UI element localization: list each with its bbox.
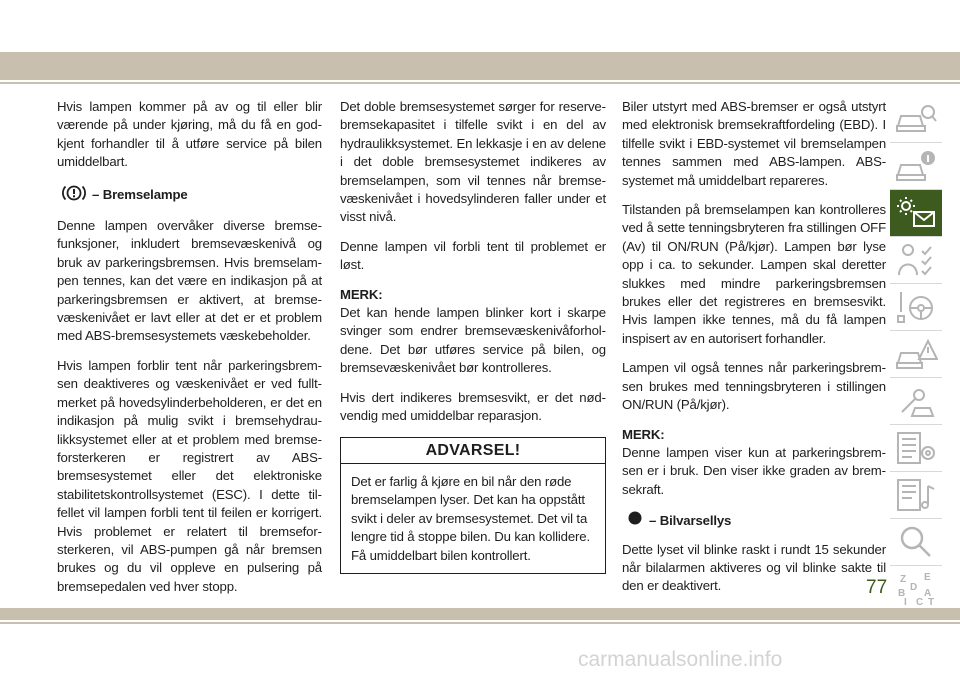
music-note-settings-icon — [894, 476, 938, 514]
warning-title: ADVARSEL! — [341, 438, 605, 464]
svg-text:Z: Z — [900, 574, 907, 585]
top-decor-line — [0, 82, 960, 84]
c3-paragraph-4: Dette lyset vil blinke raskt i rundt 15 sekunder når bilalarmen aktiveres og vil blinke sakte til den er deaktivert. — [622, 541, 886, 594]
bottom-decor-line — [0, 622, 960, 624]
column-1 — [57, 98, 322, 607]
alarm-light-icon — [627, 510, 643, 531]
tab-magnifier[interactable] — [890, 519, 942, 566]
c3-paragraph-1: Biler utstyrt med ABS-bremser er også utstyrt med elektronisk bremsekraftfordeling (EBD). I tilfelle svikt i EBD-systemet vil bremselampen tennes sammen med ABS-lampen. ABS-systemet må umiddelbart repareres. — [622, 99, 886, 188]
warning-light-mail-icon — [894, 194, 938, 232]
column-3 — [622, 98, 886, 607]
c1-paragraph-3: Hvis lampen forblir tent når parkeringsbremsen deaktiveres og væskenivået er ved fulltmerket på hovedsylinderbeholderen, er det en indikasjon på mulig svikt i bremsehydraulikksystemet eller at et problem med bremseforsterkeren er registrert av ABS-bremsesystemet eller det elektroniske stabilitetskontrollsystemet (ESC). I dette tilfellet vil lampen forbli tent til feilen er korrigert. Hvis problemet er relatert til bremseforsterkeren, vil ABS-pumpen gå når bremsen brukes og du vil oppleve en pulsering på bremsepedalen ved hver stopp. — [57, 357, 322, 594]
page-number: 77 — [866, 577, 888, 598]
tab-car-info[interactable] — [890, 143, 942, 190]
person-checklist-icon — [894, 241, 938, 279]
svg-text:T: T — [928, 597, 935, 608]
column-2 — [340, 98, 606, 574]
tab-car-search[interactable] — [890, 96, 942, 143]
chapter-tabs — [890, 96, 942, 613]
tab-car-hazard[interactable] — [890, 331, 942, 378]
svg-text:D: D — [910, 582, 918, 593]
c2-paragraph-3: Hvis dert indikeres bremsesvikt, er det nødvendig med umiddelbar reparasjon. — [340, 389, 606, 424]
car-search-icon — [894, 100, 938, 138]
c1-paragraph-1: Hvis lampen kommer på av og til eller blir værende på under kjøring, må du få en godkjent forhandler til å utføre service på bilen umiddelbart. — [57, 99, 322, 170]
svg-text:A: A — [924, 588, 932, 599]
svg-text:I: I — [904, 597, 907, 608]
warning-box — [340, 437, 606, 574]
svg-text:E: E — [924, 572, 931, 583]
alarm-light-heading — [627, 510, 886, 531]
magnifier-icon — [894, 523, 938, 561]
c2-paragraph-1: Det doble bremsesystemet sørger for reservebremsekapasitet i tilfelle svikt i en del av hydraulikksystemet. En lekkasje i en av delene i det doble bremsesystemet indikeres av bremselampen, som vil tennes når bremsevæskenivået i hovedsylinderen faller under et visst nivå. — [340, 99, 606, 225]
alphabet-index-icon — [894, 570, 938, 608]
c3-note-label: MERK: — [622, 426, 665, 442]
car-hazard-icon — [894, 335, 938, 373]
tab-wrench-car[interactable] — [890, 378, 942, 425]
svg-text:C: C — [916, 597, 924, 608]
c3-paragraph-2: Tilstanden på bremselampen kan kontrolleres ved å sette tenningsbryteren fra stillingen OFF (Av) til ON/RUN (På/kjør). Lampen bør lyse opp i ca. to sekunder. Lampen skal deretter slukkes med mindre parkeringsbremsen brukes eller det registreres en bremsesvikt. Hvis lampen ikke tennes, må du få lampen inspisert av en autorisert forhandler. — [622, 202, 886, 346]
brake-lamp-heading — [62, 183, 322, 208]
tab-settings-list[interactable] — [890, 425, 942, 472]
tab-steering-tools[interactable] — [890, 284, 942, 331]
bottom-decor-band — [0, 608, 960, 620]
settings-list-icon — [894, 429, 938, 467]
tab-warning-lights[interactable] — [890, 190, 942, 237]
c2-paragraph-2: Denne lampen vil forbli tent til problemet er løst. — [340, 238, 606, 273]
c2-note-text: Det kan hende lampen blinker kort i skarpe svinger som endrer bremsevæskenivåforholdene. Det bør utføres service på bilen, og bremsevæskenivået bør kontrolleres. — [340, 305, 606, 376]
c2-note-label: MERK: — [340, 286, 383, 302]
car-info-icon — [894, 147, 938, 185]
watermark: carmanualsonline.info — [578, 648, 783, 671]
c1-paragraph-2: Denne lampen overvåker diverse bremsefunksjoner, inkludert bremsevæskenivå og bruk av parkeringsbremsen. Hvis bremselampen tennes, kan det være en indikasjon på at parkeringsbremsen er aktivert, at bremsevæskenivået er lavt eller at det er et problem med ABS-bremsesystemets væskebeholder. — [57, 218, 322, 344]
alarm-light-heading-text: – Bilvarsellys — [649, 512, 732, 528]
brake-warning-icon — [62, 183, 86, 208]
wrench-car-icon — [894, 382, 938, 420]
tab-person-checklist[interactable] — [890, 237, 942, 284]
c3-paragraph-3: Lampen vil også tennes når parkeringsbremsen brukes med tenningsbryteren i stillingen ON/RUN (På/kjør). — [622, 360, 886, 413]
svg-text:B: B — [898, 588, 906, 599]
tab-alphabet-index[interactable] — [890, 566, 942, 613]
steering-wheel-tools-icon — [894, 288, 938, 326]
warning-text: Det er farlig å kjøre en bil når den røde bremselampen lyser. Det kan ha oppstått svikt i deler av bremsesystemet. Det vil ta lengre tid å stoppe bilen. Du kan kollidere. Få umiddelbart bilen kontrollert. — [351, 473, 590, 563]
brake-lamp-heading-text: – Bremselampe — [92, 187, 188, 203]
c3-note-text: Denne lampen viser kun at parkeringsbremsen er i bruk. Den viser ikke graden av bremsekraft. — [622, 444, 886, 497]
tab-music-settings[interactable] — [890, 472, 942, 519]
top-decor-band — [0, 52, 960, 80]
